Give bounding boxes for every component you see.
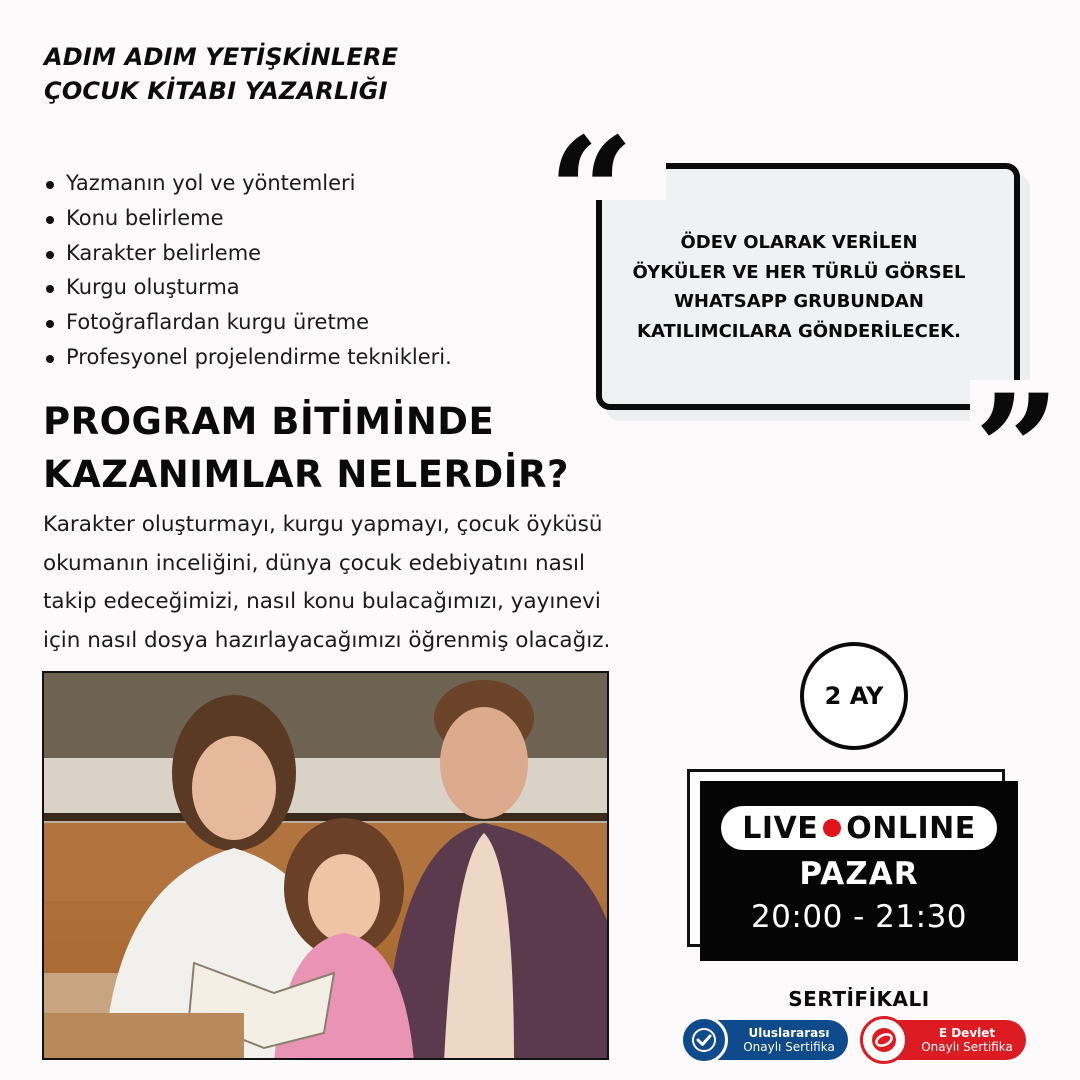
cert-gov-line2: Onaylı Sertifika: [921, 1039, 1013, 1054]
quote-line: ÖYKÜLER VE HER TÜRLÜ GÖRSEL: [632, 261, 966, 283]
outcomes-line: için nasıl dosya hazırlayacağımızı öğrenmiş olacağız.: [43, 627, 611, 653]
outcomes-heading-line2: KAZANIMLAR NELERDİR?: [43, 453, 569, 496]
list-item: Yazmanın yol ve yöntemleri: [44, 166, 452, 201]
outcomes-line: Karakter oluşturmayı, kurgu yapmayı, çocuk öyküsü: [43, 512, 603, 537]
bullet-icon: [46, 355, 54, 363]
live-online-pill: [721, 806, 997, 850]
course-title: [44, 40, 398, 108]
list-item: Fotoğraflardan kurgu üretme: [44, 305, 452, 340]
duration-badge: 2 AY: [800, 642, 908, 750]
quote-line: WHATSAPP GRUBUNDAN: [674, 291, 924, 312]
list-item: Profesyonel projelendirme teknikleri.: [44, 340, 452, 375]
certificate-heading: SERTİFİKALI: [788, 987, 930, 1011]
family-photo-illustration: [44, 673, 609, 1060]
quote-line: KATILIMCILARA GÖNDERİLECEK.: [637, 320, 961, 342]
outcomes-heading-line1: PROGRAM BİTİMİNDE: [43, 400, 495, 443]
topic-list: [44, 166, 452, 375]
outcomes-description: [43, 506, 683, 660]
checkmark-icon: [680, 1016, 728, 1064]
edevlet-logo-icon: [860, 1016, 908, 1064]
course-title-line1: ADIM ADIM YETİŞKİNLERE: [44, 43, 399, 71]
close-quote-icon: ”: [974, 362, 1061, 538]
cert-intl-line2: Onaylı Sertifika: [743, 1039, 835, 1054]
live-label: LIVE: [742, 810, 819, 846]
schedule-day: PAZAR: [799, 856, 919, 892]
cert-intl-line1: Uluslararası: [748, 1025, 830, 1040]
bullet-icon: [46, 320, 54, 328]
course-title-line2: ÇOCUK KİTABI YAZARLIĞI: [44, 77, 388, 105]
quote-line: ÖDEV OLARAK VERİLEN: [680, 232, 918, 253]
list-item: Konu belirleme: [44, 201, 452, 236]
cert-gov-line1: E Devlet: [938, 1025, 996, 1040]
outcomes-heading: [43, 395, 569, 501]
live-dot-icon: [823, 819, 841, 837]
bullet-icon: [46, 251, 54, 259]
bullet-icon: [46, 285, 54, 293]
bullet-icon: [46, 216, 54, 224]
online-label: ONLINE: [846, 810, 976, 846]
open-quote-icon: “: [548, 105, 635, 281]
quote-text: [606, 228, 992, 346]
outcomes-line: takip edeceğimizi, nasıl konu bulacağımızı, yayınevi: [43, 589, 601, 615]
family-reading-photo: [42, 671, 609, 1060]
bullet-icon: [46, 181, 54, 189]
list-item: Karakter belirleme: [44, 236, 452, 271]
schedule-time: 20:00 - 21:30: [750, 899, 968, 935]
list-item: Kurgu oluşturma: [44, 270, 452, 305]
outcomes-line: okumanın inceliğini, dünya çocuk edebiyatını nasıl: [43, 550, 585, 576]
